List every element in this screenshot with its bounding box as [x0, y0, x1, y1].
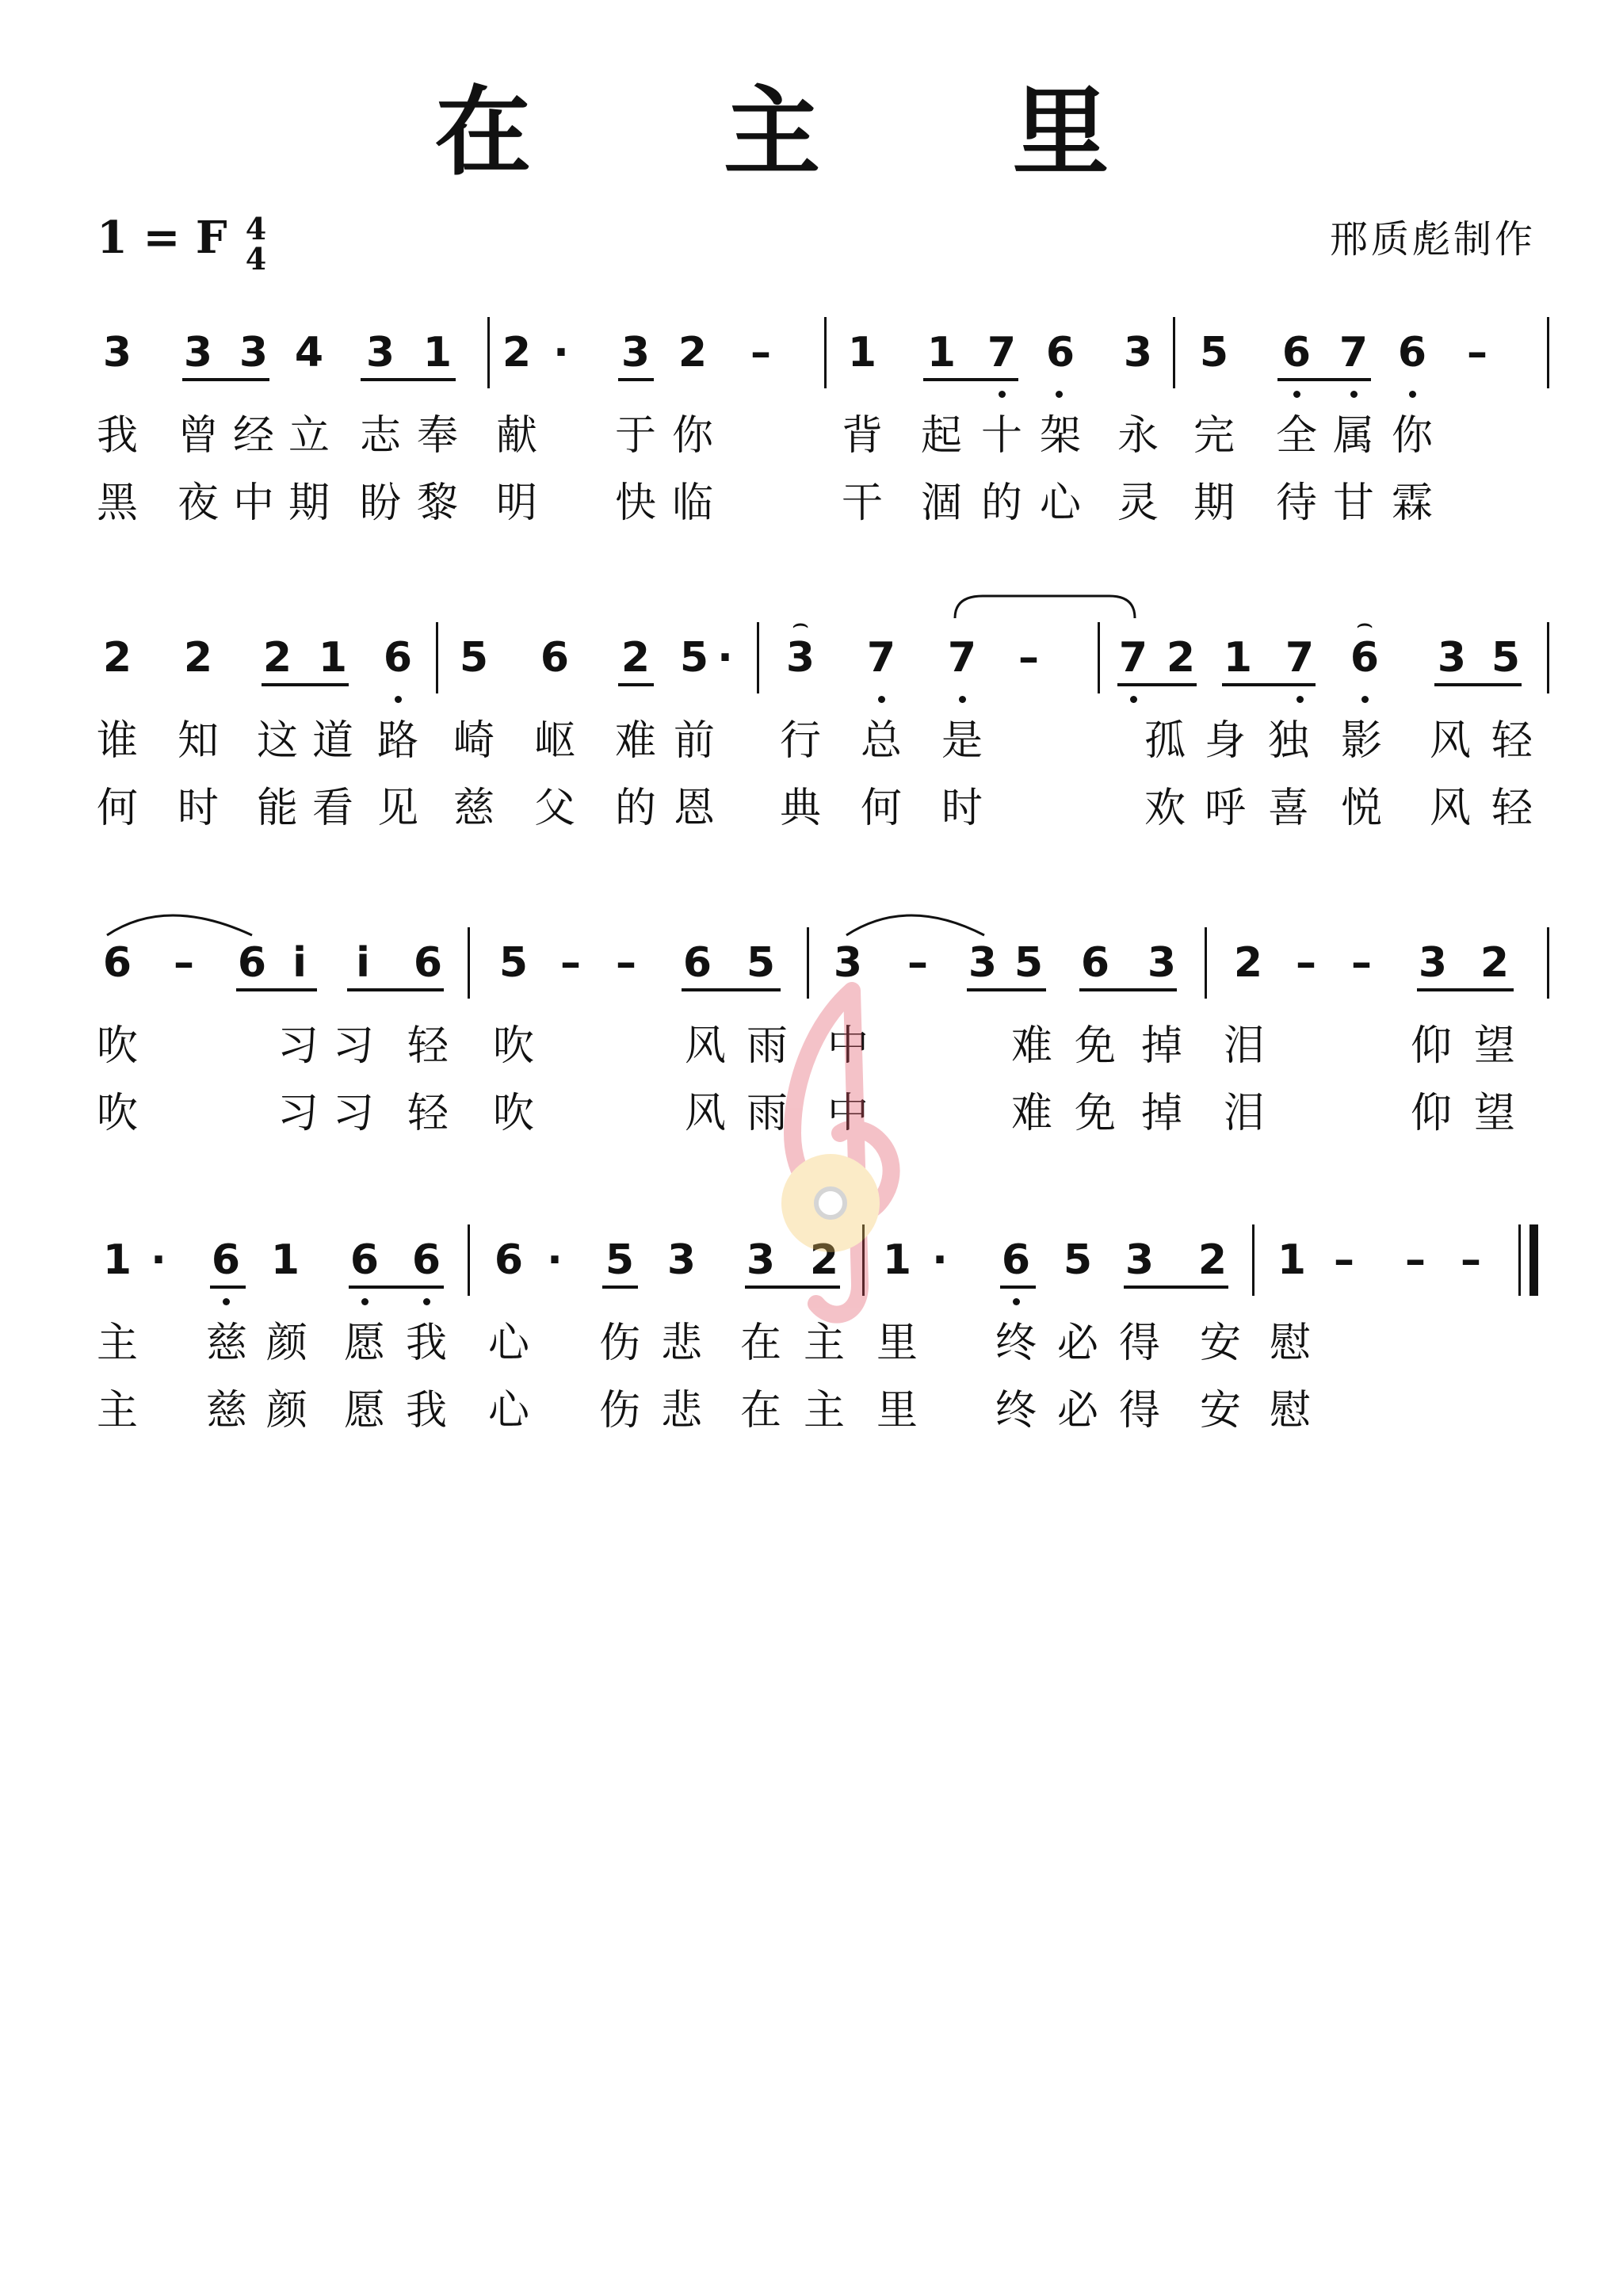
lyric-char: 望 — [1473, 1022, 1515, 1070]
note: – — [750, 329, 771, 376]
note: 6 — [1397, 329, 1427, 376]
note: 2 — [1166, 634, 1196, 682]
note: 5 — [1491, 634, 1521, 682]
lyric-char: 吹 — [492, 1022, 534, 1070]
lyric-char: 看 — [311, 785, 353, 832]
lyric-char: 难 — [1010, 1090, 1052, 1137]
lyric-char: 背 — [841, 412, 883, 460]
lyric-char: 时 — [941, 785, 983, 832]
note: – — [1461, 1236, 1481, 1284]
lyric-char: 影 — [1340, 717, 1382, 765]
lyric-char: 志 — [359, 412, 401, 460]
lyric-char: 免 — [1074, 1090, 1116, 1137]
note: 5 — [679, 634, 709, 682]
note: – — [560, 939, 581, 987]
lyric-char: 在 — [739, 1320, 781, 1367]
lyric-char: 在 — [739, 1387, 781, 1435]
lyric-char: 风 — [1429, 785, 1471, 832]
lyric-char: 愿 — [343, 1387, 385, 1435]
note: 1 — [318, 634, 348, 682]
note: 7 — [1285, 634, 1315, 682]
note: · — [932, 1236, 948, 1284]
note: 5 — [459, 634, 489, 682]
note: 6 — [1350, 634, 1380, 682]
note: 5 — [498, 939, 529, 987]
lyric-char: 完 — [1193, 412, 1235, 460]
lyric-char: 轻 — [407, 1090, 449, 1137]
note: – — [1467, 329, 1487, 376]
watermark-clef-icon — [781, 991, 892, 1315]
lyric-char: 黎 — [416, 479, 458, 527]
lyric-char: 时 — [177, 785, 219, 832]
lyric-char: 欢 — [1144, 785, 1186, 832]
lyric-char: 主 — [96, 1320, 138, 1367]
lyric-char: 黑 — [96, 479, 138, 527]
lyric-char: 伤 — [598, 1320, 640, 1367]
lyric-char: 何 — [860, 785, 902, 832]
note: 6 — [413, 939, 443, 987]
lyric-char: 架 — [1039, 412, 1081, 460]
lyric-char: 风 — [684, 1022, 726, 1070]
lyric-char: 终 — [995, 1320, 1037, 1367]
lyric-char: 伤 — [598, 1387, 640, 1435]
lyric-char: 灵 — [1117, 479, 1159, 527]
lyric-char: 终 — [995, 1387, 1037, 1435]
lyric-char: 喜 — [1267, 785, 1309, 832]
lyric-char: 风 — [684, 1090, 726, 1137]
lyric-char: 颜 — [265, 1387, 307, 1435]
note: · — [151, 1236, 166, 1284]
song-title: 在 主 里 — [434, 74, 1189, 189]
note: 6 — [1080, 939, 1110, 987]
lyric-char: 夜 — [177, 479, 219, 527]
note: 6 — [411, 1236, 441, 1284]
note: 6 — [237, 939, 267, 987]
lyric-char: 立 — [288, 412, 330, 460]
note: · — [553, 329, 569, 376]
note: 6 — [211, 1236, 241, 1284]
note: 6 — [102, 939, 132, 987]
note: 1 — [847, 329, 877, 376]
lyric-char: 悲 — [660, 1387, 702, 1435]
lyric-char: 你 — [671, 412, 713, 460]
lyric-char: 盼 — [359, 479, 401, 527]
note: – — [1405, 1236, 1426, 1284]
note: – — [1296, 939, 1316, 987]
note: 3 — [1418, 939, 1448, 987]
lyric-char: 全 — [1275, 412, 1317, 460]
lyric-char: 身 — [1204, 717, 1246, 765]
note: 5 — [605, 1236, 635, 1284]
lyric-char: 岖 — [533, 717, 575, 765]
note: 2 — [809, 1236, 839, 1284]
lyric-char: 颜 — [265, 1320, 307, 1367]
note: 3 — [1147, 939, 1177, 987]
lyric-char: 曾 — [177, 412, 219, 460]
lyric-char: 呼 — [1204, 785, 1246, 832]
note: – — [174, 939, 194, 987]
lyric-char: 涸 — [920, 479, 962, 527]
lyric-char: 风 — [1429, 717, 1471, 765]
note: 3 — [365, 329, 395, 376]
lyric-char: 愿 — [343, 1320, 385, 1367]
lyric-char: 崎 — [453, 717, 495, 765]
note: 5 — [1199, 329, 1229, 376]
note: 3 — [621, 329, 651, 376]
lyric-char: 明 — [495, 479, 537, 527]
lyric-char: 永 — [1117, 412, 1159, 460]
note: – — [1334, 1236, 1354, 1284]
time-signature-top: 4 — [245, 211, 267, 246]
note: – — [1351, 939, 1372, 987]
lyric-char: 献 — [495, 412, 537, 460]
lyric-char: 典 — [779, 785, 821, 832]
note: 1 — [1277, 1236, 1307, 1284]
note: 5 — [1063, 1236, 1093, 1284]
note: i — [356, 939, 370, 987]
lyric-char: 仰 — [1410, 1090, 1452, 1137]
lyric-char: 慈 — [205, 1387, 247, 1435]
lyric-char: 期 — [288, 479, 330, 527]
lyric-char: 我 — [96, 412, 138, 460]
lyric-char: 奉 — [416, 412, 458, 460]
lyric-char: 主 — [803, 1320, 845, 1367]
lyric-char: 见 — [376, 785, 418, 832]
lyric-char: 总 — [860, 717, 902, 765]
lyric-char: 悦 — [1340, 785, 1382, 832]
lyric-char: 悲 — [660, 1320, 702, 1367]
fermata-icon: ⌢ — [1355, 608, 1374, 640]
lyric-char: 中 — [827, 1090, 869, 1137]
note: 7 — [1118, 634, 1148, 682]
lyric-char: 吹 — [96, 1022, 138, 1070]
note: 3 — [183, 329, 213, 376]
lyric-char: 里 — [876, 1387, 918, 1435]
note: 3 — [102, 329, 132, 376]
note: 3 — [239, 329, 269, 376]
note: 3 — [968, 939, 998, 987]
note: 1 — [926, 329, 957, 376]
note: 7 — [866, 634, 896, 682]
note: 2 — [102, 634, 132, 682]
lyric-char: 习 — [277, 1090, 319, 1137]
lyric-char: 难 — [614, 717, 656, 765]
note: 2 — [678, 329, 708, 376]
note: 2 — [502, 329, 532, 376]
note: i — [292, 939, 307, 987]
lyric-char: 掉 — [1140, 1090, 1182, 1137]
note: 4 — [294, 329, 324, 376]
lyric-char: 期 — [1193, 479, 1235, 527]
lyric-char: 得 — [1118, 1387, 1160, 1435]
lyric-char: 心 — [1039, 479, 1081, 527]
lyric-char: 望 — [1473, 1090, 1515, 1137]
lyric-char: 轻 — [1491, 717, 1533, 765]
note: 3 — [666, 1236, 697, 1284]
lyric-char: 临 — [671, 479, 713, 527]
lyric-char: 这 — [256, 717, 298, 765]
note: 3 — [1123, 329, 1153, 376]
lyric-char: 安 — [1199, 1320, 1241, 1367]
note: 5 — [746, 939, 776, 987]
note: 6 — [494, 1236, 524, 1284]
lyric-char: 是 — [941, 717, 983, 765]
note: 1 — [270, 1236, 300, 1284]
note: 3 — [785, 634, 815, 682]
lyric-char: 吹 — [96, 1090, 138, 1137]
note: – — [907, 939, 928, 987]
note: · — [547, 1236, 563, 1284]
note: 2 — [1197, 1236, 1228, 1284]
lyric-char: 父 — [533, 785, 575, 832]
lyric-char: 独 — [1267, 717, 1309, 765]
note: 6 — [682, 939, 712, 987]
lyric-char: 快 — [614, 479, 656, 527]
time-signature-bottom: 4 — [245, 241, 267, 277]
lyric-char: 心 — [487, 1387, 529, 1435]
note: 6 — [383, 634, 413, 682]
note: 1 — [882, 1236, 912, 1284]
key-signature: 1 = F — [97, 212, 227, 264]
note: 6 — [1281, 329, 1312, 376]
note: 2 — [1233, 939, 1263, 987]
lyric-char: 慈 — [205, 1320, 247, 1367]
lyric-char: 习 — [332, 1090, 374, 1137]
lyric-char: 经 — [232, 412, 274, 460]
lyric-char: 恩 — [673, 785, 715, 832]
lyric-char: 霖 — [1391, 479, 1433, 527]
lyric-char: 雨 — [746, 1022, 788, 1070]
lyric-char: 习 — [332, 1022, 374, 1070]
note: 6 — [349, 1236, 380, 1284]
lyric-char: 泪 — [1223, 1022, 1265, 1070]
lyric-char: 难 — [1010, 1022, 1052, 1070]
lyric-char: 中 — [232, 479, 274, 527]
lyric-char: 道 — [311, 717, 353, 765]
lyric-char: 起 — [920, 412, 962, 460]
note: 1 — [1223, 634, 1253, 682]
lyric-char: 吹 — [492, 1090, 534, 1137]
lyric-char: 泪 — [1223, 1090, 1265, 1137]
lyric-char: 属 — [1332, 412, 1374, 460]
lyric-char: 何 — [96, 785, 138, 832]
note: 2 — [262, 634, 292, 682]
note: 6 — [540, 634, 570, 682]
lyric-char: 雨 — [746, 1090, 788, 1137]
lyric-char: 得 — [1118, 1320, 1160, 1367]
author-credit: 邢质彪制作 — [1329, 217, 1536, 262]
note: – — [616, 939, 636, 987]
lyric-char: 轻 — [407, 1022, 449, 1070]
lyric-char: 主 — [96, 1387, 138, 1435]
note: 7 — [947, 634, 977, 682]
lyric-char: 你 — [1391, 412, 1433, 460]
lyric-char: 甘 — [1332, 479, 1374, 527]
note: 2 — [183, 634, 213, 682]
note: 2 — [621, 634, 651, 682]
lyric-char: 路 — [376, 717, 418, 765]
lyric-char: 干 — [841, 479, 883, 527]
note: 6 — [1045, 329, 1075, 376]
lyric-char: 的 — [614, 785, 656, 832]
lyric-char: 掉 — [1140, 1022, 1182, 1070]
lyric-char: 前 — [673, 717, 715, 765]
slur-row3-a — [107, 915, 252, 935]
slur-row3-b — [846, 915, 984, 935]
fermata-icon: ⌢ — [791, 608, 810, 640]
lyric-char: 必 — [1056, 1320, 1098, 1367]
lyric-char: 能 — [256, 785, 298, 832]
note: 2 — [1480, 939, 1510, 987]
lyric-char: 谁 — [96, 717, 138, 765]
lyric-char: 我 — [405, 1320, 447, 1367]
note: 3 — [1125, 1236, 1155, 1284]
note: 3 — [1437, 634, 1467, 682]
note: 7 — [1338, 329, 1369, 376]
note: 5 — [1014, 939, 1044, 987]
lyric-char: 里 — [876, 1320, 918, 1367]
lyric-char: 免 — [1074, 1022, 1116, 1070]
note: 1 — [102, 1236, 132, 1284]
lyric-char: 行 — [779, 717, 821, 765]
lyric-char: 习 — [277, 1022, 319, 1070]
lyric-char: 知 — [177, 717, 219, 765]
note: · — [717, 634, 733, 682]
lyric-char: 的 — [980, 479, 1022, 527]
slur-row2 — [955, 596, 1135, 618]
note: 1 — [422, 329, 453, 376]
note: 3 — [746, 1236, 776, 1284]
note: 7 — [987, 329, 1017, 376]
lyric-char: 必 — [1056, 1387, 1098, 1435]
lyric-char: 我 — [405, 1387, 447, 1435]
lyric-char: 慰 — [1269, 1320, 1311, 1367]
lyric-char: 待 — [1275, 479, 1317, 527]
note: 3 — [833, 939, 863, 987]
lyric-char: 主 — [803, 1387, 845, 1435]
lyric-char: 慈 — [453, 785, 495, 832]
lyric-char: 孤 — [1144, 717, 1186, 765]
lyric-char: 慰 — [1269, 1387, 1311, 1435]
lyric-char: 安 — [1199, 1387, 1241, 1435]
lyric-char: 十 — [980, 412, 1022, 460]
lyric-char: 于 — [614, 412, 656, 460]
lyric-char: 中 — [827, 1022, 869, 1070]
lyric-char: 轻 — [1491, 785, 1533, 832]
note: 6 — [1001, 1236, 1031, 1284]
note: – — [1018, 634, 1039, 682]
lyric-char: 仰 — [1410, 1022, 1452, 1070]
lyric-char: 心 — [487, 1320, 529, 1367]
